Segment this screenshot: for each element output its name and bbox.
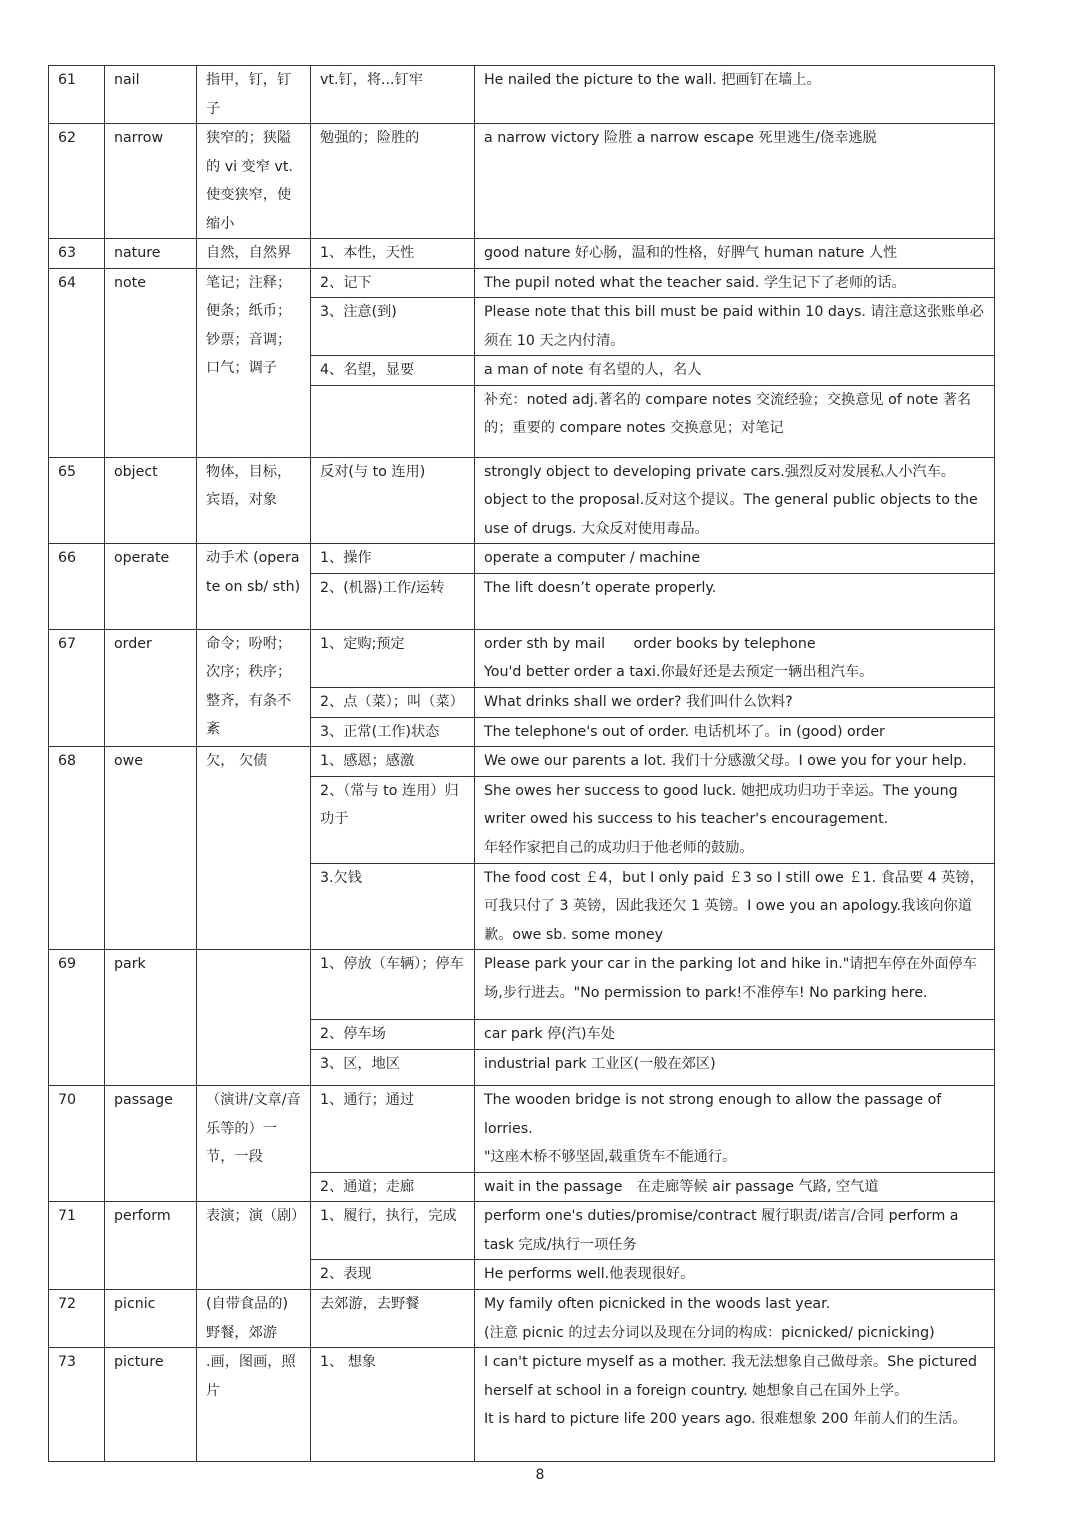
sense-label: 2、(机器)工作/运转 xyxy=(311,573,475,629)
sense-example xyxy=(475,385,995,457)
sense-example xyxy=(475,544,995,574)
entry-number: 63 xyxy=(49,239,105,269)
example-line: The telephone's out of order. 电话机坏了。in (good) order xyxy=(484,723,885,740)
sense-label: 勉强的；险胜的 xyxy=(311,124,475,239)
sense-label: 1、停放（车辆）；停车 xyxy=(311,950,475,1020)
sense-example xyxy=(475,1260,995,1290)
example-line: a man of note 有名望的人，名人 xyxy=(484,362,702,378)
entry-word: nature xyxy=(105,239,197,269)
example-line: industrial park 工业区(一般在郊区) xyxy=(484,1056,716,1072)
table-row xyxy=(49,544,995,574)
entry-number: 68 xyxy=(49,747,105,950)
entry-word: nail xyxy=(105,66,197,124)
vocabulary-table xyxy=(48,65,995,1462)
entry-number: 71 xyxy=(49,1202,105,1290)
sense-label: 1、定购;预定 xyxy=(311,629,475,687)
table-row xyxy=(49,1086,995,1173)
entry-number: 65 xyxy=(49,457,105,544)
example-line: 补充：noted adj.著名的 compare notes 交流经验；交换意见 of note 著名的；重要的 compare notes 交换意见；对笔记 xyxy=(484,391,972,436)
sense-label: 2、记下 xyxy=(311,268,475,298)
entry-word: narrow xyxy=(105,124,197,239)
entry-word: picture xyxy=(105,1348,197,1462)
entry-meaning: 表演；演（剧） xyxy=(197,1202,311,1290)
example-line: You'd better order a taxi.你最好还是去预定一辆出租汽车。 xyxy=(484,664,874,680)
example-line: "这座木桥不够坚固,载重货车不能通行。 xyxy=(484,1149,737,1165)
sense-label xyxy=(311,385,475,457)
sense-label: 1、感恩；感激 xyxy=(311,747,475,777)
sense-label: 2、停车场 xyxy=(311,1020,475,1050)
table-row xyxy=(49,66,995,124)
entry-meaning: 指甲，钉，钉子 xyxy=(197,66,311,124)
example-line: 年轻作家把自己的成功归于他老师的鼓励。 xyxy=(484,839,754,856)
entry-word: order xyxy=(105,629,197,747)
example-line: The pupil noted what the teacher said. 学生记下了老师的话。 xyxy=(484,274,906,291)
example-line: Please note that this bill must be paid within 10 days. 请注意这张账单必须在 10 天之内付清。 xyxy=(484,304,984,349)
sense-label: 1、 想象 xyxy=(311,1348,475,1462)
entry-word: object xyxy=(105,457,197,544)
sense-example xyxy=(475,863,995,950)
example-line: Please park your car in the parking lot and hike in."请把车停在外面停车场,步行进去。"No permission to park!不准停车! No parking here. xyxy=(484,956,977,1001)
example-line: He performs well.他表现很好。 xyxy=(484,1266,695,1282)
table-row xyxy=(49,239,995,269)
sense-example xyxy=(475,629,995,687)
entry-number: 67 xyxy=(49,629,105,747)
example-line: We owe our parents a lot. 我们十分感激父母。I owe you for your help. xyxy=(484,753,967,769)
example-line: good nature 好心肠，温和的性格，好脾气 human nature 人性 xyxy=(484,245,898,261)
example-line: The food cost ￡4，but I only paid ￡3 so I still owe ￡1. 食品要 4 英镑，可我只付了 3 英镑，因此我还欠 1 英镑。I owe you an apology.我该向你道歉。owe sb. some money xyxy=(484,869,984,943)
example-line: (注意 picnic 的过去分词以及现在分词的构成：picnicked/ picnicking) xyxy=(484,1324,935,1341)
entry-word: perform xyxy=(105,1202,197,1290)
entry-number: 73 xyxy=(49,1348,105,1462)
sense-example xyxy=(475,1086,995,1173)
sense-example xyxy=(475,1020,995,1050)
entry-number: 61 xyxy=(49,66,105,124)
entry-meaning: 命令；吩咐；次序；秩序；整齐，有条不紊 xyxy=(197,629,311,747)
entry-number: 69 xyxy=(49,950,105,1086)
example-line: I can't picture myself as a mother. 我无法想象自己做母亲。She pictured herself at school in a foreign country. 她想象自己在国外上学。 xyxy=(484,1354,977,1399)
sense-label: 3、注意(到) xyxy=(311,298,475,356)
entry-meaning: 欠， 欠债 xyxy=(197,747,311,950)
sense-example xyxy=(475,717,995,747)
table-row xyxy=(49,268,995,298)
sense-example xyxy=(475,573,995,629)
sense-example xyxy=(475,747,995,777)
sense-example xyxy=(475,1202,995,1260)
sense-label: 1、操作 xyxy=(311,544,475,574)
sense-example xyxy=(475,239,995,269)
entry-number: 72 xyxy=(49,1290,105,1348)
sense-label: 1、通行；通过 xyxy=(311,1086,475,1173)
sense-example xyxy=(475,776,995,863)
entry-meaning: 自然，自然界 xyxy=(197,239,311,269)
sense-example xyxy=(475,687,995,717)
sense-example xyxy=(475,1050,995,1086)
sense-label: 2、通道；走廊 xyxy=(311,1172,475,1202)
sense-label: 3.欠钱 xyxy=(311,863,475,950)
entry-word: operate xyxy=(105,544,197,630)
entry-meaning: 动手术 (operate on sb/ sth) xyxy=(197,544,311,630)
example-line: The wooden bridge is not strong enough to allow the passage of lorries. xyxy=(484,1092,942,1137)
example-line: perform one's duties/promise/contract 履行职责/诺言/合同 perform a task 完成/执行一项任务 xyxy=(484,1208,959,1253)
entry-meaning: .画，图画，照片 xyxy=(197,1348,311,1462)
sense-label: 反对(与 to 连用) xyxy=(311,457,475,544)
entry-word: passage xyxy=(105,1086,197,1202)
entry-word: picnic xyxy=(105,1290,197,1348)
sense-example xyxy=(475,356,995,386)
entry-word: park xyxy=(105,950,197,1086)
example-line: It is hard to picture life 200 years ago. 很难想象 200 年前人们的生活。 xyxy=(484,1411,967,1427)
sense-label: 3、区，地区 xyxy=(311,1050,475,1086)
sense-label: 4、名望，显要 xyxy=(311,356,475,386)
example-line: order sth by mail order books by telephone xyxy=(484,635,816,652)
sense-label: 1、履行，执行，完成 xyxy=(311,1202,475,1260)
entry-number: 62 xyxy=(49,124,105,239)
table-row xyxy=(49,457,995,544)
sense-label: 2、点（菜）；叫（菜） xyxy=(311,687,475,717)
page-number: 8 xyxy=(535,1467,545,1483)
entry-meaning: 笔记；注释；便条；纸币；钞票；音调；口气；调子 xyxy=(197,268,311,457)
sense-label: 1、本性，天性 xyxy=(311,239,475,269)
example-line: a narrow victory 险胜 a narrow escape 死里逃生/侥幸逃脱 xyxy=(484,130,877,146)
sense-example xyxy=(475,66,995,124)
sense-label: 去郊游，去野餐 xyxy=(311,1290,475,1348)
table-row xyxy=(49,1348,995,1462)
entry-word: note xyxy=(105,268,197,457)
table-row xyxy=(49,1202,995,1260)
example-line: operate a computer / machine xyxy=(484,550,701,566)
entry-meaning xyxy=(197,950,311,1086)
example-line: My family often picnicked in the woods last year. xyxy=(484,1296,831,1312)
entry-number: 64 xyxy=(49,268,105,457)
example-line: wait in the passage 在走廊等候 air passage 气路, 空气道 xyxy=(484,1178,879,1195)
sense-example xyxy=(475,1290,995,1348)
table-row xyxy=(49,747,995,777)
sense-example xyxy=(475,457,995,544)
example-line: The lift doesn’t operate properly. xyxy=(484,579,717,596)
sense-label: vt.钉，将...钉牢 xyxy=(311,66,475,124)
entry-number: 70 xyxy=(49,1086,105,1202)
table-row xyxy=(49,950,995,1020)
sense-label: 2、（常与 to 连用）归功于 xyxy=(311,776,475,863)
sense-example xyxy=(475,1348,995,1462)
entry-meaning: 狭窄的；狭隘的 vi 变窄 vt. 使变狭窄，使缩小 xyxy=(197,124,311,239)
sense-label: 3、正常(工作)状态 xyxy=(311,717,475,747)
example-line: He nailed the picture to the wall. 把画钉在墙上。 xyxy=(484,72,821,88)
sense-label: 2、表现 xyxy=(311,1260,475,1290)
entry-word: owe xyxy=(105,747,197,950)
example-line: She owes her success to good luck. 她把成功归功于幸运。The young writer owed his success to his teacher's encouragement. xyxy=(484,782,958,827)
sense-example xyxy=(475,298,995,356)
table-row xyxy=(49,124,995,239)
sense-example xyxy=(475,950,995,1020)
sense-example xyxy=(475,268,995,298)
entry-meaning: (自带食品的)野餐，郊游 xyxy=(197,1290,311,1348)
sense-example xyxy=(475,1172,995,1202)
example-line: car park 停(汽)车处 xyxy=(484,1026,615,1042)
sense-example xyxy=(475,124,995,239)
entry-number: 66 xyxy=(49,544,105,630)
entry-meaning: （演讲/文章/音乐等的）一节，一段 xyxy=(197,1086,311,1202)
example-line: What drinks shall we order? 我们叫什么饮料? xyxy=(484,693,793,710)
table-row xyxy=(49,629,995,687)
table-row xyxy=(49,1290,995,1348)
example-line: strongly object to developing private cars.强烈反对发展私人小汽车。object to the proposal.反对这个提议。The general public objects to the use of drugs. 大众反对使用毒品。 xyxy=(484,463,978,537)
entry-meaning: 物体，目标，宾语，对象 xyxy=(197,457,311,544)
